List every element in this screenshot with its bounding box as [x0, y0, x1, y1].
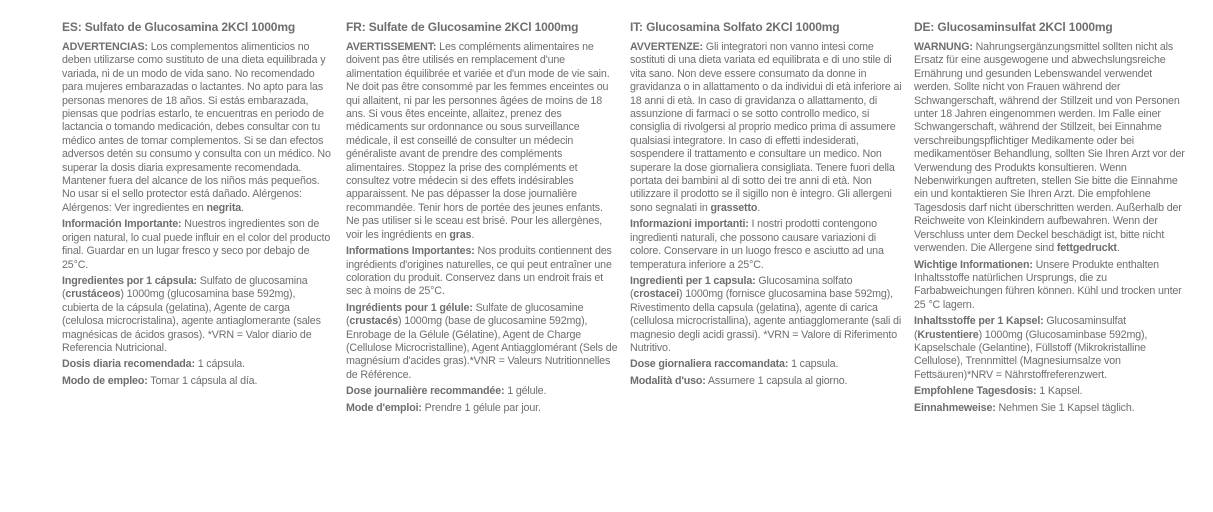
warning-end: . — [241, 201, 244, 214]
warning-label: WARNUNG: — [914, 41, 973, 53]
dose-text: 1 cápsula. — [194, 358, 245, 371]
ingredients-label: Ingrédients pour 1 gélule: — [346, 301, 473, 314]
warning-end: . — [1116, 242, 1120, 255]
ingredients-label: Ingredientes por 1 cápsula: — [62, 274, 197, 287]
ingredients-post: ) 1000mg (base de glucosamine 592mg), Enrobage de la Gélule (Gélatine), Agent de Charge (Cellulose Microcristalline), Agent Antiagglomérant (Sels de magnésium d'acides gras).*VNR = Valeurs Nutritionnelles de Référence. — [346, 315, 618, 381]
info-label: Información Importante: — [62, 218, 182, 231]
ingredients-post: ) 1000mg (fornisce glucosamina base 592mg), Rivestimento della capsula (gelatina), agente di carica (cellulosa microcristallina), agente antiagglomerante (sali di magnesio degli acidi grassi). *VRN = Valore di Riferimento Nutritivo. — [630, 288, 902, 354]
usage-label: Modo de empleo: — [62, 374, 148, 387]
info-section — [62, 218, 334, 272]
dose-label: Dosis diaria recomendada: — [62, 358, 195, 371]
dose-section — [346, 385, 618, 398]
ingredients-label: Ingredienti per 1 capsula: — [630, 274, 756, 287]
info-section — [346, 245, 618, 299]
info-text: Unsere Produkte enthalten Inhaltsstoffe natürlichen Ursprungs, die zu Farbabweichungen führen können. Kühl und trocken unter 25 °C lagern. — [914, 258, 1182, 311]
warning-text: Gli integratori non vanno intesi come sostituti di una dieta variata ed equilibrata e di uno stile di vita sano. Non deve essere consumato da donne in gravidanza o in allattamento o da individui di età inferiore ai 18 anni di età. In caso di gravidanza o allattamento, di assunzione di farmaci o se sotto controllo medico, si consiglia di rivolgersi al proprio medico prima di assumere qualsiasi integratore. In caso di effetti indesiderati, sospendere il trattamento e consultare un medico. Non superare la dose giornaliera consigliata. Tenere fuori della portata dei bambini al di sotto dei tre anni di età. Non utilizzare il prodotto se il sigillo non è integro. Gli allergeni sono segnalati in — [630, 41, 902, 214]
info-section — [630, 218, 902, 272]
allergen-word: crustáceos — [65, 288, 121, 301]
ingredients-pre: Sulfato de glucosamina ( — [62, 274, 308, 301]
dose-section — [914, 385, 1186, 398]
allergen-format-word: fettgedruckt — [1056, 242, 1117, 255]
warning-end: . — [471, 228, 475, 241]
column-es — [62, 20, 334, 391]
info-text: I nostri prodotti contengono ingredienti naturali, che possono causare variazioni di colore. Conservare in un luogo fresco e asciutto ad una temperatura inferiore a 25°C. — [630, 218, 884, 271]
usage-text: Assumere 1 capsula al giorno. — [705, 374, 848, 387]
dose-label: Dose journalière recommandée: — [346, 385, 505, 398]
ingredients-section — [630, 275, 902, 355]
ingredients-post: ) 1000mg (glucosamina base 592mg), cubierta de la cápsula (gelatina), Agente de carga (celulosa microcristalina), agente antiaglomerante (sales magnésicas de ácidos grasos). *VRN = Valor diario de Referencia Nutricional. — [62, 288, 321, 354]
usage-label: Einnahmeweise: — [914, 401, 996, 414]
allergen-word: crustacés — [349, 315, 398, 328]
dose-label: Dose giornaliera raccomandata: — [630, 358, 789, 371]
allergen-format-word: grassetto — [710, 201, 758, 214]
usage-section — [62, 375, 334, 388]
ingredients-post: ) 1000mg (Glucosaminbase 592mg), Kapselschale (Gelantine), Füllstoff (Mikrokristalline Cellulose), Trennmittel (Magnesiumsalze von Fettsäuren)*NRV = Nährstoffreferenzwert. — [914, 328, 1148, 381]
warning-section — [346, 41, 618, 242]
warning-label: ADVERTENCIAS: — [62, 41, 148, 53]
column-heading: IT: Glucosamina Solfato 2KCl 1000mg — [630, 20, 840, 34]
allergen-format-word: gras — [449, 228, 472, 241]
column-heading: FR: Sulfate de Glucosamine 2KCl 1000mg — [346, 20, 579, 34]
warning-section — [62, 41, 334, 215]
allergen-format-word: negrita — [206, 201, 242, 214]
ingredients-section — [62, 275, 334, 355]
info-label: Wichtige Informationen: — [914, 258, 1033, 271]
ingredients-pre: Sulfate de glucosamine ( — [346, 301, 584, 328]
usage-label: Mode d'emploi: — [346, 401, 422, 414]
ingredients-label: Inhaltsstoffe per 1 Kapsel: — [914, 315, 1044, 328]
warning-end: . — [757, 201, 761, 214]
column-fr — [346, 20, 618, 418]
dose-section — [62, 358, 334, 371]
info-label: Informazioni importanti: — [630, 218, 749, 231]
ingredients-pre: Glucosamina solfato ( — [630, 274, 853, 301]
column-heading: ES: Sulfato de Glucosamina 2KCl 1000mg — [62, 20, 296, 34]
column-heading: DE: Glucosaminsulfat 2KCl 1000mg — [914, 20, 1113, 34]
usage-section — [630, 375, 902, 388]
dose-text: 1 gélule. — [504, 385, 547, 398]
warning-section — [630, 41, 902, 215]
dose-section — [630, 358, 902, 371]
allergen-word: crostacei — [633, 288, 680, 301]
dose-text: 1 capsula. — [788, 358, 839, 371]
usage-text: Nehmen Sie 1 Kapsel täglich. — [995, 401, 1135, 414]
dose-text: 1 Kapsel. — [1036, 385, 1083, 398]
usage-section — [346, 402, 618, 415]
info-section — [914, 259, 1186, 313]
info-text: Nuestros ingredientes son de origen natural, lo cual puede influir en el color del producto final. Guardar en un lugar fresco y seco por debajo de 25°C. — [62, 218, 331, 271]
warning-text: Nahrungsergänzungsmittel sollten nicht als Ersatz für eine ausgewogene und abwechslungsreiche Ernährung und gesunden Lebenswandel verwendet werden. Sollte nicht von Frauen während der Schwangerschaft, während der Stillzeit und von Personen unter 18 Jahren eingenommen werden. Im Falle einer Schwangerschaft, während der Stillzeit, bei Einnahme verschreibungspflichtiger Medikamente oder bei medikamentöser Behandlung, sollten Sie Ihren Arzt vor der Verwendung des Produkts konsultieren. Wenn Nebenwirkungen auftreten, stellen Sie bitte die Einnahme ein und kontaktieren Sie Ihren Arzt. Die empfohlene Tagesdosis darf nicht überschritten werden. Außerhalb der Reichweite von Kleinkindern aufbewahren. Wenn der Verschluss unter dem Deckel beschädigt ist, bitte nicht verwenden. Die Allergene sind — [914, 41, 1185, 255]
info-text: Nos produits contiennent des ingrédients d'origines naturelles, ce qui peut entraîner une coloration du produit. Conservez dans un endroit frais et sec à moins de 25°C. — [346, 245, 612, 298]
info-label: Informations Importantes: — [346, 245, 475, 258]
usage-text: Prendre 1 gélule par jour. — [421, 401, 541, 414]
dose-label: Empfohlene Tagesdosis: — [914, 385, 1037, 398]
usage-section — [914, 402, 1186, 415]
warning-text: Los complementos alimenticios no deben utilizarse como sustituto de una dieta equilibrada y variada, ni de un modo de vida sano. No recomendado para mujeres embarazadas o lactantes. No apto para las personas menores de 18 años. Si estás embarazada, piensas que podrías estarlo, te encuentras en periodo de lactancia o tomando medicación, debes consultar con tu médico antes de tomar complementos. Si se dan efectos adversos detén su consumo y consulta con un médico. No superar la dosis diaria expresamente recomendada. Mantener fuera del alcance de los niños más pequeños. No usar si el sello protector está dañado. Alérgenos: Alérgenos: Ver ingredientes en — [62, 41, 331, 214]
warning-section — [914, 41, 1186, 256]
usage-text: Tomar 1 cápsula al día. — [147, 374, 258, 387]
ingredients-section — [914, 315, 1186, 382]
usage-label: Modalità d'uso: — [630, 374, 706, 387]
warning-label: AVVERTENZE: — [630, 41, 703, 53]
ingredients-section — [346, 302, 618, 382]
ingredients-pre: Glucosaminsulfat ( — [914, 315, 1126, 341]
column-de — [914, 20, 1186, 418]
column-it — [630, 20, 902, 391]
warning-label: AVERTISSEMENT: — [346, 41, 437, 53]
warning-text: Les compléments alimentaires ne doivent pas être utilisés en remplacement d'une alimentation équilibrée et variée et d'un mode de vie sain. Ne doit pas être consommé par les femmes enceintes ou qui allaitent, ni par les personnes âgées de moins de 18 ans. Si vous êtes enceinte, allaitez, prenez des médicaments sur ordonnance ou sous surveillance médicale, il est conseillé de consulter un médecin généraliste avant de prendre des compléments alimentaires. Stoppez la prise des compléments et consultez votre médecin si des effets indésirables apparaissent. Ne pas dépasser la dose journalière recommandée. Tenir hors de portée des jeunes enfants. Ne pas utiliser si le sceau est brisé. Pour les allergènes, voir les ingrédients en — [346, 41, 610, 241]
allergen-word: Krustentiere — [917, 328, 979, 341]
